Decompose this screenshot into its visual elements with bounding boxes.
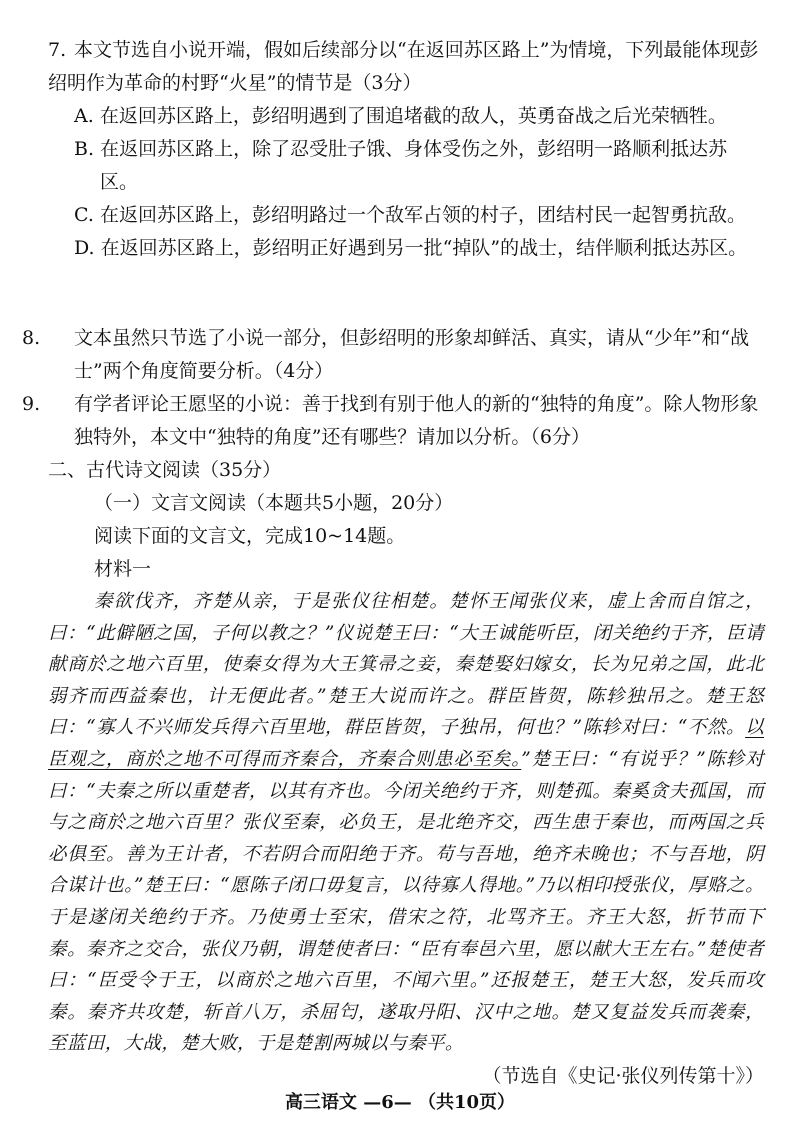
- option-label: C.: [74, 204, 94, 226]
- question-text: 有学者评论王愿坚的小说：善于找到有别于他人的新的“独特的角度”。除人物形象独特外，本文中“独特的角度”还有哪些？请加以分析。（6分）: [74, 393, 759, 448]
- section-subtitle: （一）文言文阅读（本题共5小题，20分）: [94, 492, 454, 514]
- question-8: [22, 322, 764, 388]
- option-label: A.: [74, 105, 94, 127]
- option-b: [48, 133, 764, 199]
- material-title: 材料一: [94, 558, 152, 580]
- question-text: 本文节选自小说开端，假如后续部分以“在返回苏区路上”为情境，下列最能体现彭绍明作为革命的村野“火星”的情节是（3分）: [48, 39, 759, 94]
- question-7: [48, 34, 764, 265]
- passage-text: 秦欲伐齐，齐楚从亲，于是张仪往相楚。楚怀王闻张仪来，虚上舍而自馆之，曰：“此僻陋之国，子何以教之？”仪说楚王曰：“大王诚能听臣，闭关绝约于齐，臣请献商於之地六百里，使秦女得为大王箕帚之妾，秦楚娶妇嫁女，长为兄弟之国，此北弱齐而西益秦也，计无便此者。”楚王大说而许之。群臣皆贺，陈轸独吊之。楚王怒曰：“寡人不兴师发兵得六百里地，群臣皆贺，子独吊，何也？”陈轸对曰：“不然。: [48, 591, 764, 739]
- question-9: [22, 388, 764, 454]
- question-number: 8.: [22, 327, 41, 349]
- question-text: 文本虽然只节选了小说一部分，但彭绍明的形象却鲜活、真实，请从“少年”和“战士”两个角度简要分析。（4分）: [74, 327, 750, 382]
- option-text: 在返回苏区路上，彭绍明路过一个敌军占领的村子，团结村民一起智勇抗敌。: [99, 204, 746, 226]
- section-instruction: 阅读下面的文言文，完成10~14题。: [94, 525, 406, 547]
- page-footer: 高三语文 —6— （共10页）: [284, 1092, 516, 1113]
- option-label: B.: [74, 138, 95, 160]
- option-text: 在返回苏区路上，除了忍受肚子饿、身体受伤之外，彭绍明一路顺利抵达苏区。: [100, 138, 728, 193]
- question-number: 9.: [22, 393, 41, 415]
- option-text: 在返回苏区路上，彭绍明正好遇到另一批“掉队”的战士，结伴顺利抵达苏区。: [100, 237, 748, 259]
- option-a: [48, 100, 764, 133]
- classical-passage: [48, 586, 764, 1060]
- passage-source: （节选自《史记·张仪列传第十》）: [482, 1064, 764, 1087]
- option-text: 在返回苏区路上，彭绍明遇到了围追堵截的敌人，英勇奋战之后光荣牺牲。: [99, 105, 727, 127]
- option-d: [48, 232, 764, 265]
- section-title: 二、古代诗文阅读（35分）: [48, 459, 282, 481]
- section-classical-reading: [48, 454, 764, 1093]
- question-number: 7.: [48, 39, 67, 61]
- passage-underlined-sentence: 以臣观之，商於之地不可得而齐秦合，齐秦合则患必至矣。: [48, 717, 764, 770]
- passage-text: ”楚王曰：“有说乎？”陈轸对曰：“夫秦之所以重楚者，以其有齐也。今闭关绝约于齐，则楚孤。秦奚贪夫孤国，而与之商於之地六百里？张仪至秦，必负王，是北绝齐交，西生患于秦也，而两国之兵必俱至。善为王计者，不若阴合而阳绝于齐。苟与吾地，绝齐未晚也；不与吾地，阴合谋计也。”楚王曰：“愿陈子闭口毋复言，以待寡人得地。”乃以相印授张仪，厚赂之。于是遂闭关绝约于齐。乃使勇士至宋，借宋之符，北骂齐王。齐王大怒，折节而下秦。秦齐之交合，张仪乃朝，谓楚使者曰：“臣有奉邑六里，愿以献大王左右。”楚使者曰：“臣受令于王，以商於之地六百里，不闻六里。”还报楚王，楚王大怒，发兵而攻秦。秦齐共攻楚，斩首八万，杀屈匄，遂取丹阳、汉中之地。楚又复益发兵而袭秦，至蓝田，大战，楚大败，于是楚割两城以与秦平。: [48, 748, 764, 1055]
- option-label: D.: [74, 237, 95, 259]
- option-c: [48, 199, 764, 232]
